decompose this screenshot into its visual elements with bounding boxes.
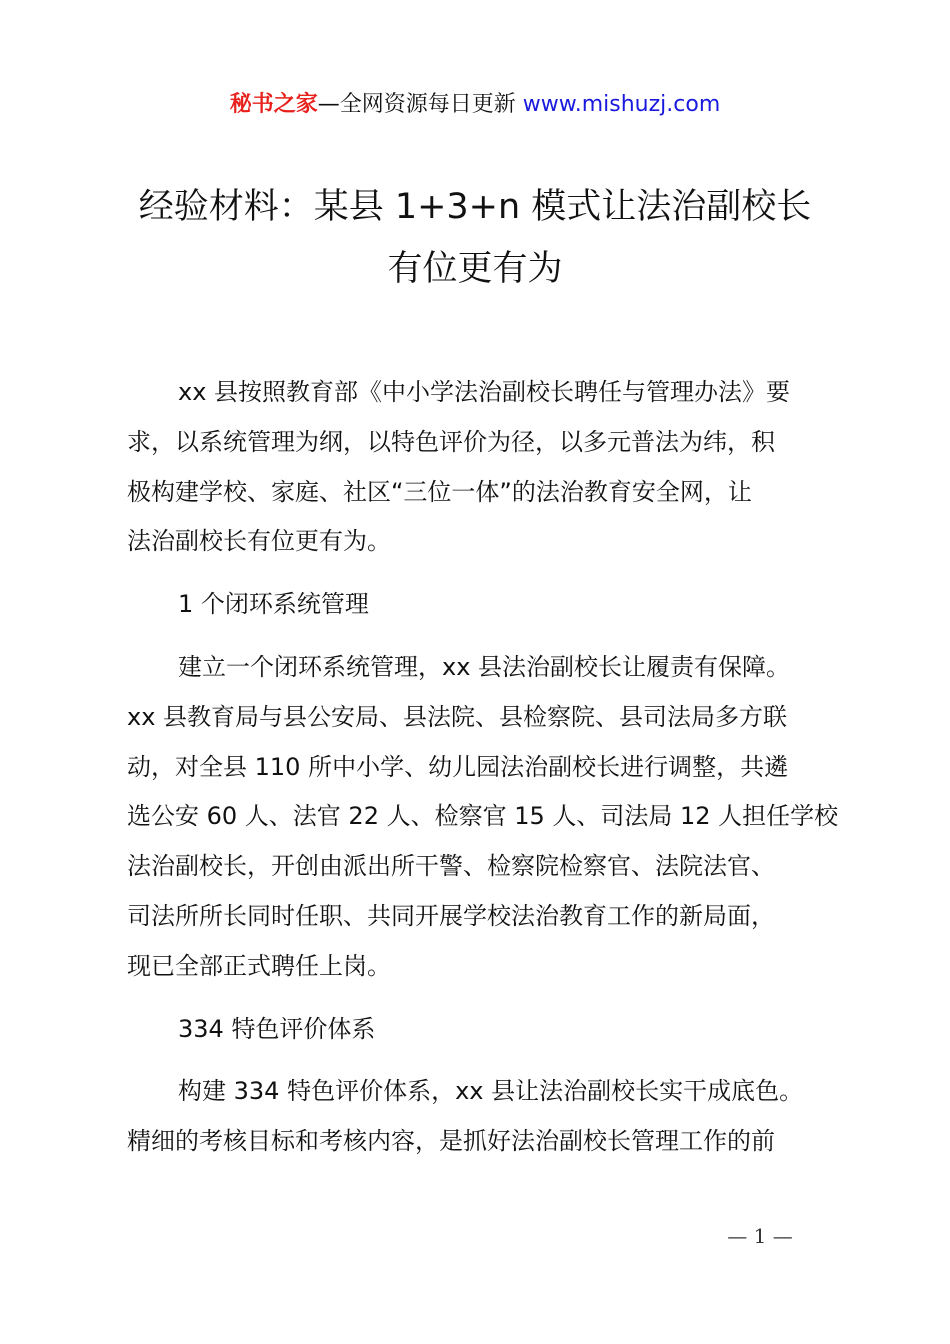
- text-line: 极构建学校、家庭、社区“三位一体”的法治教育安全网，让: [127, 477, 752, 506]
- paragraph: [127, 1066, 847, 1166]
- document-title: [0, 176, 950, 300]
- text-line: 建立一个闭环系统管理，xx 县法治副校长让履责有保障。: [178, 652, 791, 681]
- text-line: xx 县教育局与县公安局、县法院、县检察院、县司法局多方联: [127, 702, 788, 731]
- text-line: xx 县按照教育部《中小学法治副校长聘任与管理办法》要: [178, 378, 791, 406]
- paragraph: [127, 642, 847, 991]
- site-url-link[interactable]: www.mishuzj.com: [522, 92, 721, 117]
- text-line: 选公安 60 人、法官 22 人、检察官 15 人、司法局 12 人担任学校: [127, 802, 839, 831]
- text-line: 现已全部正式聘任上岗。: [127, 951, 391, 980]
- document-body: [127, 367, 847, 1179]
- text-line: 1 个闭环系统管理: [178, 590, 369, 619]
- paragraph: [127, 367, 847, 566]
- site-banner: [0, 88, 950, 122]
- title-line-1: 经验材料：某县 1+3+n 模式让法治副校长: [138, 187, 812, 227]
- text-line: 法治副校长，开创由派出所干警、检察院检察官、法院法官、: [127, 852, 775, 881]
- text-line: 求，以系统管理为纲，以特色评价为径，以多元普法为纬，积: [127, 427, 775, 456]
- section-heading: [127, 1004, 847, 1054]
- title-line-2: 有位更有为: [387, 249, 563, 289]
- text-line: 法治副校长有位更有为。: [127, 527, 391, 556]
- brand-name: 秘书之家: [229, 92, 318, 117]
- text-line: 司法所所长同时任职、共同开展学校法治教育工作的新局面，: [127, 901, 775, 930]
- banner-slogan: —全网资源每日更新: [317, 92, 523, 117]
- page-number: — 1 —: [727, 1224, 793, 1248]
- text-line: 动，对全县 110 所中小学、幼儿园法治副校长进行调整，共遴: [127, 752, 789, 781]
- text-line: 334 特色评价体系: [178, 1014, 376, 1043]
- text-line: 精细的考核目标和考核内容，是抓好法治副校长管理工作的前: [127, 1127, 775, 1156]
- section-heading: [127, 579, 847, 629]
- text-line: 构建 334 特色评价体系，xx 县让法治副校长实干成底色。: [178, 1077, 804, 1106]
